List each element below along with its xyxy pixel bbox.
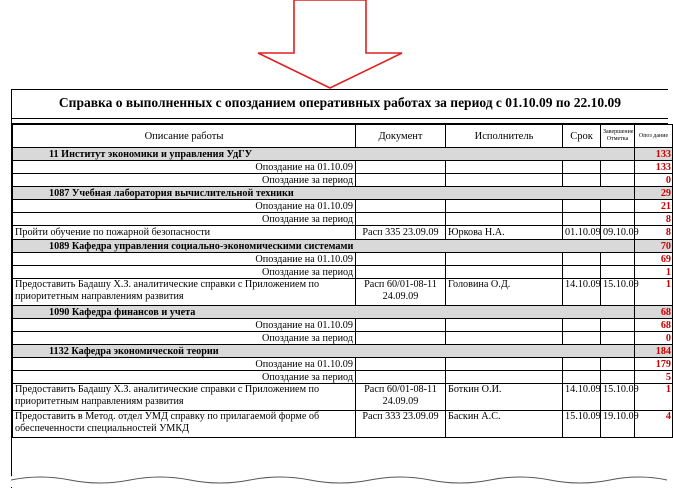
group-row [13,345,673,358]
task-description: Предоставить в Метод. отдел УМД справку по прилагаемой форме об обеспеченности специальностей УМКД [13,411,356,438]
down-arrow-icon [0,0,667,95]
task-row [13,411,673,438]
task-document: Расп 335 23.09.09 [356,226,446,240]
subtotal-row [13,200,673,213]
task-row [13,384,673,411]
header-completion: Завершение Отметка [601,125,635,148]
task-completion: 15.10.09 [601,279,635,306]
task-executor: Баскин А.С. [446,411,563,438]
delay-value: 1 [635,266,673,279]
subtotal-label: Опоздание за период [13,371,356,384]
delay-value: 4 [635,411,673,438]
delay-value: 133 [635,161,673,174]
task-description: Предоставить Бадашу Х.З. аналитические справки с Приложением по приоритетным направлениям развития [13,384,356,411]
header-delay: Опоз дание [635,125,673,148]
subtotal-label: Опоздание на 01.10.09 [13,161,356,174]
task-document: Расп 60/01-08-11 24.09.09 [356,384,446,411]
delay-value: 184 [635,345,673,358]
task-document: Расп 60/01-08-11 24.09.09 [356,279,446,306]
subtotal-row [13,358,673,371]
delay-value: 5 [635,371,673,384]
group-label: 1132 Кафедра экономической теории [13,345,635,358]
task-row [13,279,673,306]
subtotal-label: Опоздание за период [13,213,356,226]
task-executor: Боткин О.И. [446,384,563,411]
delay-value: 179 [635,358,673,371]
subtotal-row [13,332,673,345]
subtotal-row [13,253,673,266]
subtotal-label: Опоздание на 01.10.09 [13,358,356,371]
report-document [11,89,671,488]
delay-value: 68 [635,319,673,332]
delay-value: 1 [635,384,673,411]
group-row [13,148,673,161]
group-row [13,187,673,200]
task-row [13,226,673,240]
task-completion: 15.10.09 [601,384,635,411]
group-label: 1089 Кафедра управления социально-экономическими системами [13,240,635,253]
subtotal-label: Опоздание на 01.10.09 [13,253,356,266]
header-executor: Исполнитель [446,125,563,148]
table-header-row [13,125,673,148]
task-deadline: 14.10.09 [563,279,601,306]
delay-value: 29 [635,187,673,200]
group-row [13,240,673,253]
subtotal-row [13,213,673,226]
group-label: 11 Институт экономики и управления УдГУ [13,148,635,161]
subtotal-label: Опоздание на 01.10.09 [13,319,356,332]
task-description: Пройти обучение по пожарной безопасности [13,226,356,240]
delay-value: 8 [635,213,673,226]
delay-value: 133 [635,148,673,161]
header-description: Описание работы [13,125,356,148]
task-executor: Юркова Н.А. [446,226,563,240]
subtotal-label: Опоздание за период [13,266,356,279]
header-document: Документ [356,125,446,148]
delay-value: 0 [635,174,673,187]
delay-value: 0 [635,332,673,345]
header-deadline: Срок [563,125,601,148]
task-executor: Головина О.Д. [446,279,563,306]
delay-value: 69 [635,253,673,266]
task-description: Предоставить Бадашу Х.З. аналитические справки с Приложением по приоритетным направлениям развития [13,279,356,306]
task-deadline: 01.10.09 [563,226,601,240]
delay-value: 70 [635,240,673,253]
task-deadline: 15.10.09 [563,411,601,438]
subtotal-row [13,371,673,384]
group-label: 1090 Кафедра финансов и учета [13,306,635,319]
task-completion: 09.10.09 [601,226,635,240]
subtotal-label: Опоздание на 01.10.09 [13,200,356,213]
delay-value: 21 [635,200,673,213]
subtotal-row [13,174,673,187]
delay-value: 8 [635,226,673,240]
report-title: Справка о выполненных с опозданием оперативных работах за период с 01.10.09 по 22.10.09 [12,90,668,119]
group-row [13,306,673,319]
subtotal-label: Опоздание за период [13,332,356,345]
report-table [12,124,673,438]
task-document: Расп 333 23.09.09 [356,411,446,438]
subtotal-row [13,319,673,332]
subtotal-label: Опоздание за период [13,174,356,187]
delay-value: 68 [635,306,673,319]
subtotal-row [13,266,673,279]
group-label: 1087 Учебная лаборатория вычислительной техники [13,187,635,200]
subtotal-row [13,161,673,174]
torn-edge [0,471,667,487]
delay-value: 1 [635,279,673,306]
task-completion: 19.10.09 [601,411,635,438]
task-deadline: 14.10.09 [563,384,601,411]
